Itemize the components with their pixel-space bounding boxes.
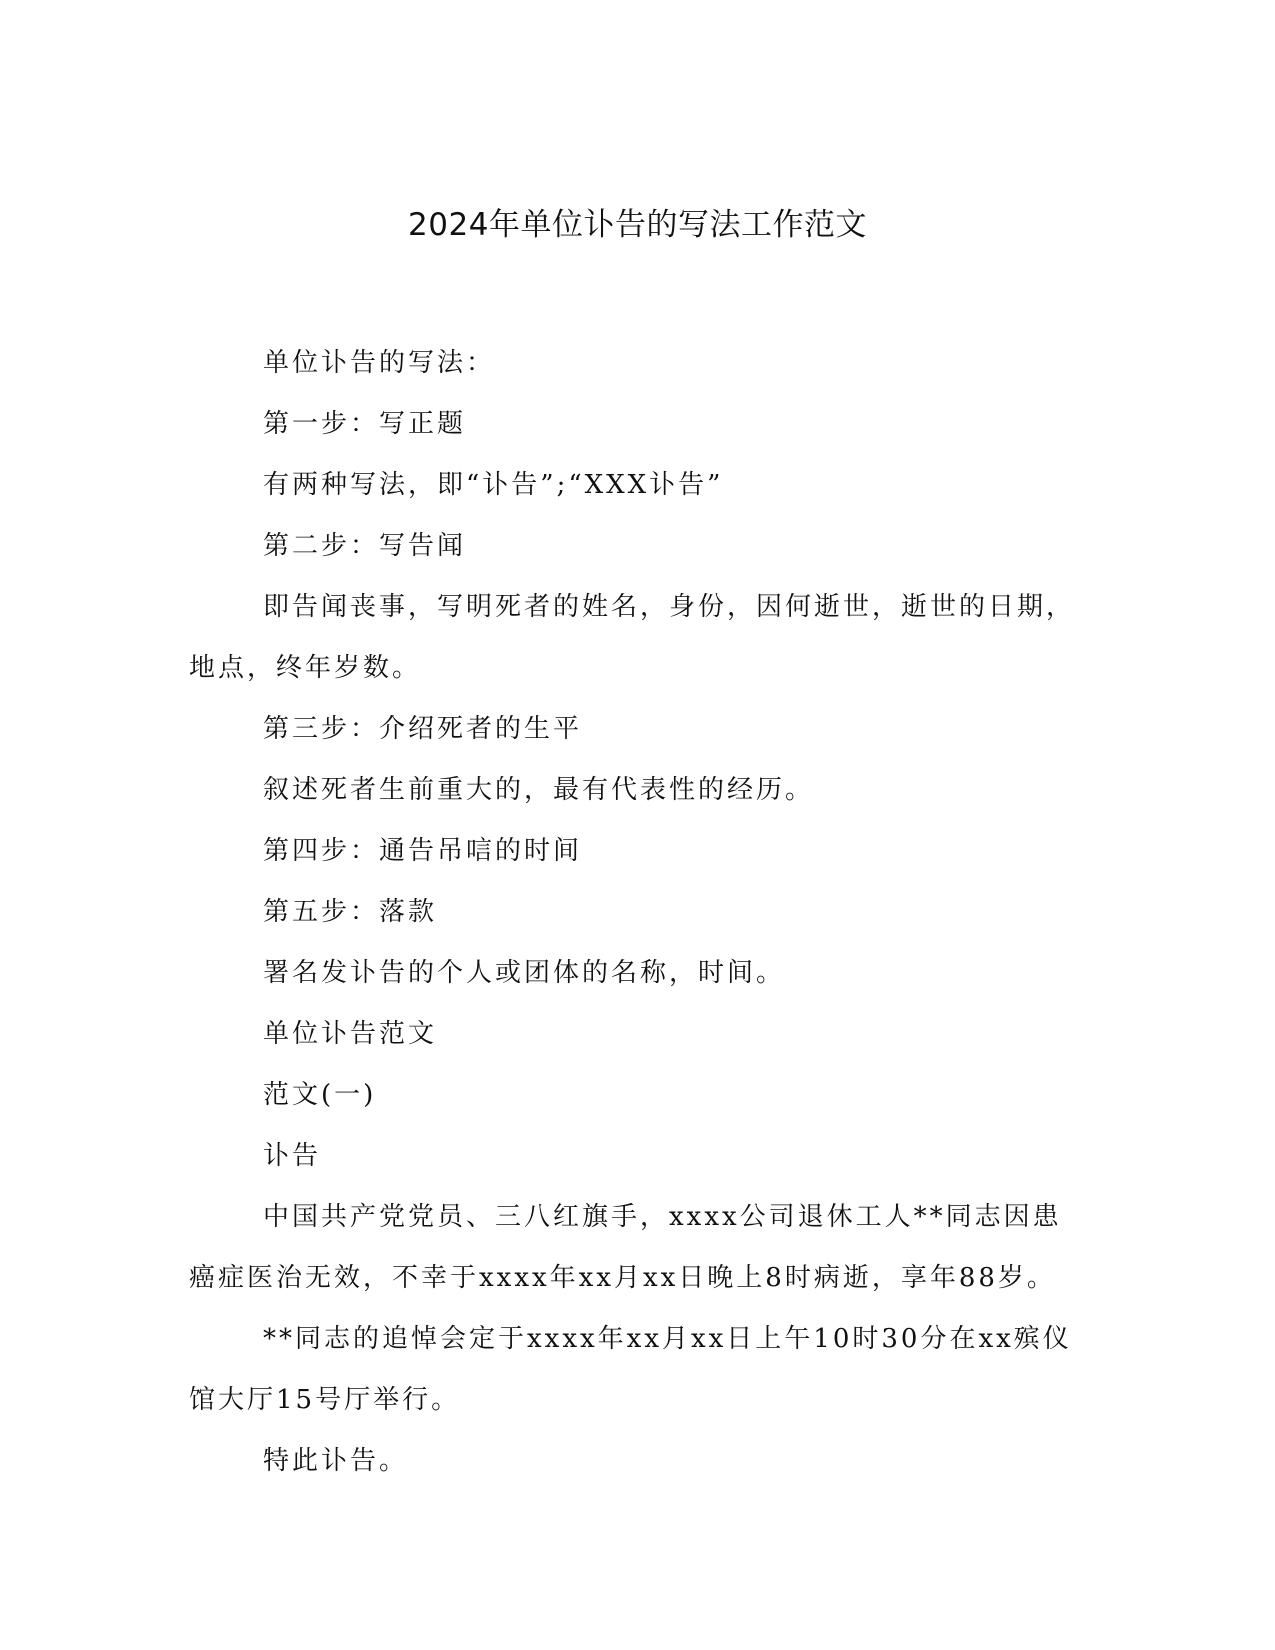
- paragraph-two-ways: 有两种写法，即“讣告”;“XXX讣告”: [263, 470, 724, 500]
- paragraph-closing: 特此讣告。: [263, 1446, 409, 1476]
- paragraph-life-story: 叙述死者生前重大的，最有代表性的经历。: [263, 775, 815, 805]
- paragraph-memorial-details: **同志的追悼会定于xxxx年xx月xx日上午10时30分在xx殡仪馆大厅15号厅举行。: [189, 1324, 1072, 1415]
- paragraph-signature-note: 署名发讣告的个人或团体的名称，时间。: [263, 958, 786, 988]
- paragraph-step-four: 第四步：通告吊唁的时间: [263, 836, 583, 866]
- document-title: 2024年单位讣告的写法工作范文: [408, 207, 867, 243]
- paragraph-notice-title: 讣告: [263, 1141, 322, 1171]
- document-body: [189, 333, 1089, 1492]
- paragraph-notice-body: 中国共产党党员、三八红旗手，xxxx公司退休工人**同志因患癌症医治无效，不幸于xxxx年xx月xx日晚上8时病逝，享年88岁。: [189, 1202, 1062, 1293]
- paragraph-announce-details: 即告闻丧事，写明死者的姓名，身份，因何逝世，逝世的日期，地点，终年岁数。: [189, 592, 1076, 683]
- paragraph-writing-method-heading: 单位讣告的写法：: [263, 348, 496, 378]
- paragraph-sample-one: 范文(一): [263, 1080, 377, 1110]
- paragraph-step-two: 第二步：写告闻: [263, 531, 467, 561]
- paragraph-step-three: 第三步：介绍死者的生平: [263, 714, 583, 744]
- paragraph-step-one: 第一步：写正题: [263, 409, 467, 439]
- paragraph-sample-heading: 单位讣告范文: [263, 1019, 438, 1049]
- paragraph-step-five: 第五步：落款: [263, 897, 438, 927]
